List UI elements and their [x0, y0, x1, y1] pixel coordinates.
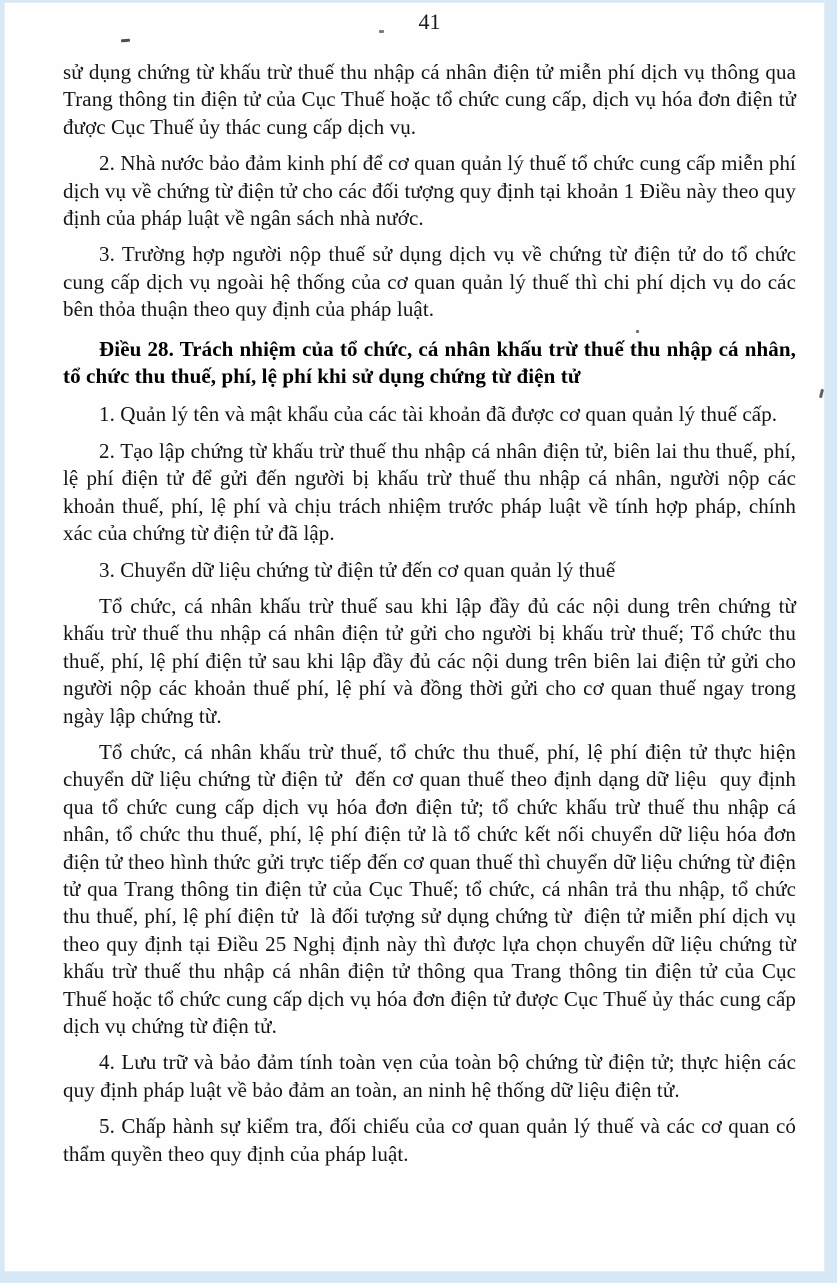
page-content — [63, 59, 802, 1168]
paragraph: 4. Lưu trữ và bảo đảm tính toàn vẹn của toàn bộ chứng từ điện tử; thực hiện các quy định pháp luật về bảo đảm an toàn, an ninh hệ thống dữ liệu điện tử. — [63, 1050, 802, 1102]
paragraph: 1. Quản lý tên và mật khẩu của các tài khoản đã được cơ quan quản lý thuế cấp. — [99, 402, 778, 427]
paragraph: Tổ chức, cá nhân khấu trừ thuế, tổ chức thu thuế, phí, lệ phí điện tử thực hiện chuyển dữ liệu chứng từ điện tử đến cơ quan thuế theo định dạng dữ liệu quy định qua tổ chức cung cấp dịch vụ hóa đơn điện tử; tổ chức khấu trừ thuế thu nhập cá nhân, tổ chức thu thuế, phí, lệ phí điện tử là tổ chức kết nối chuyển dữ liệu hóa đơn điện tử theo hình thức gửi trực tiếp đến cơ quan thuế thì chuyển dữ liệu chứng từ điện tử qua Trang thông tin điện tử của Cục Thuế; tổ chức, cá nhân trả thu nhập, tổ chức thu thuế, phí, lệ phí điện tử là đối tượng sử dụng chứng từ điện tử miễn phí dịch vụ theo quy định tại Điều 25 Nghị định này thì được lựa chọn chuyển dữ liệu chứng từ khấu trừ thuế thu nhập cá nhân điện tử thông qua Trang thông tin điện tử của Cục Thuế hoặc tổ chức cung cấp dịch vụ hóa đơn điện tử được Cục Thuế ủy thác cung cấp dịch vụ chứng từ điện tử. — [63, 739, 802, 1038]
paragraph: 2. Tạo lập chứng từ khấu trừ thuế thu nhập cá nhân điện tử, biên lai thu thuế, phí, lệ phí điện tử để gửi đến người bị khấu trừ thuế thu nhập cá nhân, người nộp các khoản thuế, phí, lệ phí và chịu trách nhiệm trước pháp luật về tính hợp pháp, chính xác của chứng từ điện tử đã lập. — [63, 438, 802, 546]
page-number: 41 — [418, 9, 441, 34]
scan-artifact — [636, 330, 639, 333]
paragraph: 3. Trường hợp người nộp thuế sử dụng dịch vụ về chứng từ điện tử do tổ chức cung cấp dịch vụ ngoài hệ thống của cơ quan quản lý thuế thì chi phí dịch vụ do các bên thỏa thuận theo quy định của pháp luật. — [63, 242, 802, 322]
paragraph: 3. Chuyển dữ liệu chứng từ điện tử đến cơ quan quản lý thuế — [99, 557, 616, 582]
article-heading: Điều 28. Trách nhiệm của tổ chức, cá nhân khấu trừ thuế thu nhập cá nhân, tổ chức thu thuế, phí, lệ phí khi sử dụng chứng từ điện tử — [63, 336, 802, 389]
paragraph: 2. Nhà nước bảo đảm kinh phí để cơ quan quản lý thuế tổ chức cung cấp miễn phí dịch vụ về chứng từ điện tử cho các đối tượng quy định tại khoản 1 Điều này theo quy định của pháp luật về ngân sách nhà nước. — [63, 151, 802, 231]
paragraph: Tổ chức, cá nhân khấu trừ thuế sau khi lập đầy đủ các nội dung trên chứng từ khấu trừ thuế thu nhập cá nhân điện tử gửi cho người bị khấu trừ thuế; Tổ chức thu thuế, phí, lệ phí điện tử sau khi lập đầy đủ các nội dung trên biên lai điện tử gửi cho người nộp các khoản thuế phí, lệ phí và đồng thời gửi cho cơ quan thuế ngay trong ngày lập chứng từ. — [63, 593, 802, 728]
scan-artifact — [121, 39, 130, 43]
document-page — [4, 2, 825, 1272]
paragraph: sử dụng chứng từ khấu trừ thuế thu nhập cá nhân điện tử miễn phí dịch vụ thông qua Trang thông tin điện tử của Cục Thuế hoặc tổ chức cung cấp, dịch vụ hóa đơn điện tử được Cục Thuế ủy thác cung cấp dịch vụ. — [63, 60, 802, 139]
paragraph: 5. Chấp hành sự kiểm tra, đối chiếu của cơ quan quản lý thuế và các cơ quan có thẩm quyền theo quy định của pháp luật. — [63, 1114, 802, 1166]
scan-artifact — [379, 30, 384, 33]
page-body — [5, 3, 824, 1168]
